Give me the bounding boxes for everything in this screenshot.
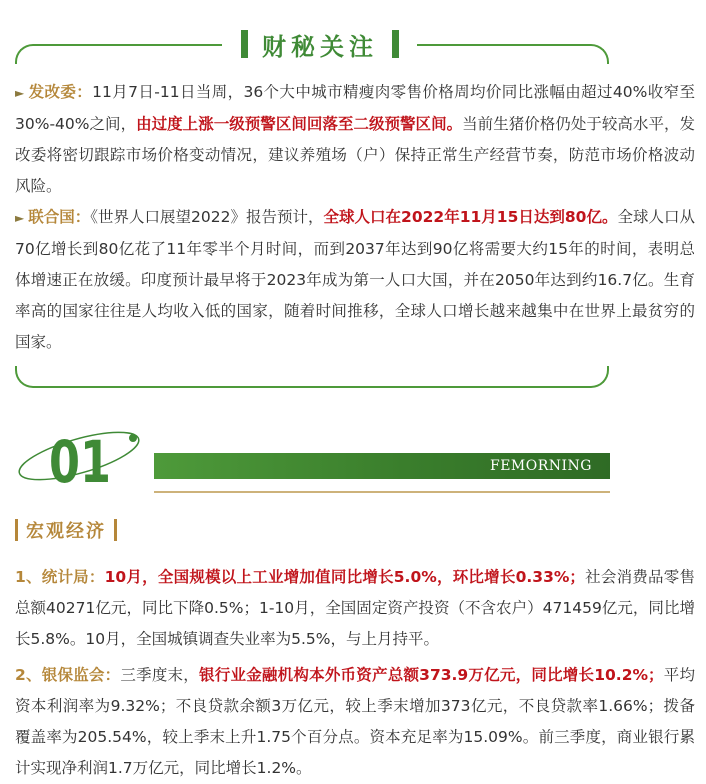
macro-item-cbirc <box>15 660 695 784</box>
macro-highlight: 银行业金融机构本外币资产总额373.9万亿元，同比增长10.2%； <box>199 666 664 684</box>
banner-number: 01 <box>49 428 111 496</box>
news-text: 11月7日-11日当周，36个大中城市精瘦肉零售价格周均价同比涨幅由超过40%收窄至30%-40%之间， <box>15 83 695 133</box>
section-title <box>225 26 415 62</box>
arrow-icon: ► <box>15 211 25 225</box>
orbit-number-graphic <box>15 418 155 498</box>
news-source: 发改委： <box>28 83 93 101</box>
heading-bar-left <box>15 519 18 541</box>
page-title: 财秘关注 <box>262 32 378 61</box>
macro-source: 1、统计局： <box>15 568 105 586</box>
frame-top-left <box>15 44 222 64</box>
section-banner <box>15 418 610 498</box>
title-bar-right <box>392 30 399 58</box>
macro-text: 平均资本利润率为9.32%；不良贷款余额3万亿元，较上季末增加373亿元，不良贷款率1.66%；拨备覆盖率为205.54%，较上季末上升1.75个百分点。资本充足率为15.09%。前三季度，商业银行累计实现净利润1.7万亿元，同比增长1.2%。 <box>15 666 695 777</box>
news-text: 当前生猪价格仍处于较高水平，发改委将密切跟踪市场价格变动情况，建议养殖场（户）保持正常生产经营节奏，防范市场价格波动风险。 <box>15 115 695 195</box>
macro-source: 2、银保监会： <box>15 666 121 684</box>
macro-heading <box>15 517 117 543</box>
macro-text: 社会消费品零售总额40271亿元，同比下降0.5%；1-10月，全国固定资产投资（不含农户）471459亿元，同比增长5.8%。10月，全国城镇调查失业率为5.5%，与上月持平。 <box>15 568 695 648</box>
macro-highlight: 10月，全国规模以上工业增加值同比增长5.0%，环比增长0.33%； <box>104 568 585 586</box>
news-item-ndrc <box>15 77 695 202</box>
arrow-icon: ► <box>15 86 25 100</box>
news-item-un <box>15 202 695 358</box>
news-source: 联合国： <box>28 208 91 226</box>
banner-label: FEMORNING <box>489 458 592 474</box>
news-text: 全球人口从70亿增长到80亿花了11年零半个月时间，而到2037年达到90亿将需要大约15年的时间，表明总体增速正在放缓。印度预计最早将于2023年成为第一人口大国，并在2050年达到约16.7亿。生育率高的国家往往是人均收入低的国家，随着时间推移，全球人口增长越来越集中在世界上最贫穷的国家。 <box>15 208 695 351</box>
title-bar-left <box>241 30 248 58</box>
banner-divider <box>154 491 610 493</box>
news-text: 《世界人口展望2022》报告预计， <box>90 208 324 226</box>
macro-item-stats <box>15 562 695 655</box>
heading-bar-right <box>114 519 117 541</box>
orbit-dot <box>129 434 137 442</box>
frame-top-right <box>417 44 609 64</box>
banner-bar <box>154 453 610 479</box>
macro-text: 三季度末， <box>120 666 200 684</box>
news-highlight: 由过度上涨一级预警区间回落至二级预警区间。 <box>136 115 463 133</box>
macro-title: 宏观经济 <box>26 521 106 542</box>
frame-bottom <box>15 366 609 388</box>
news-highlight: 全球人口在2022年11月15日达到80亿。 <box>323 208 618 226</box>
